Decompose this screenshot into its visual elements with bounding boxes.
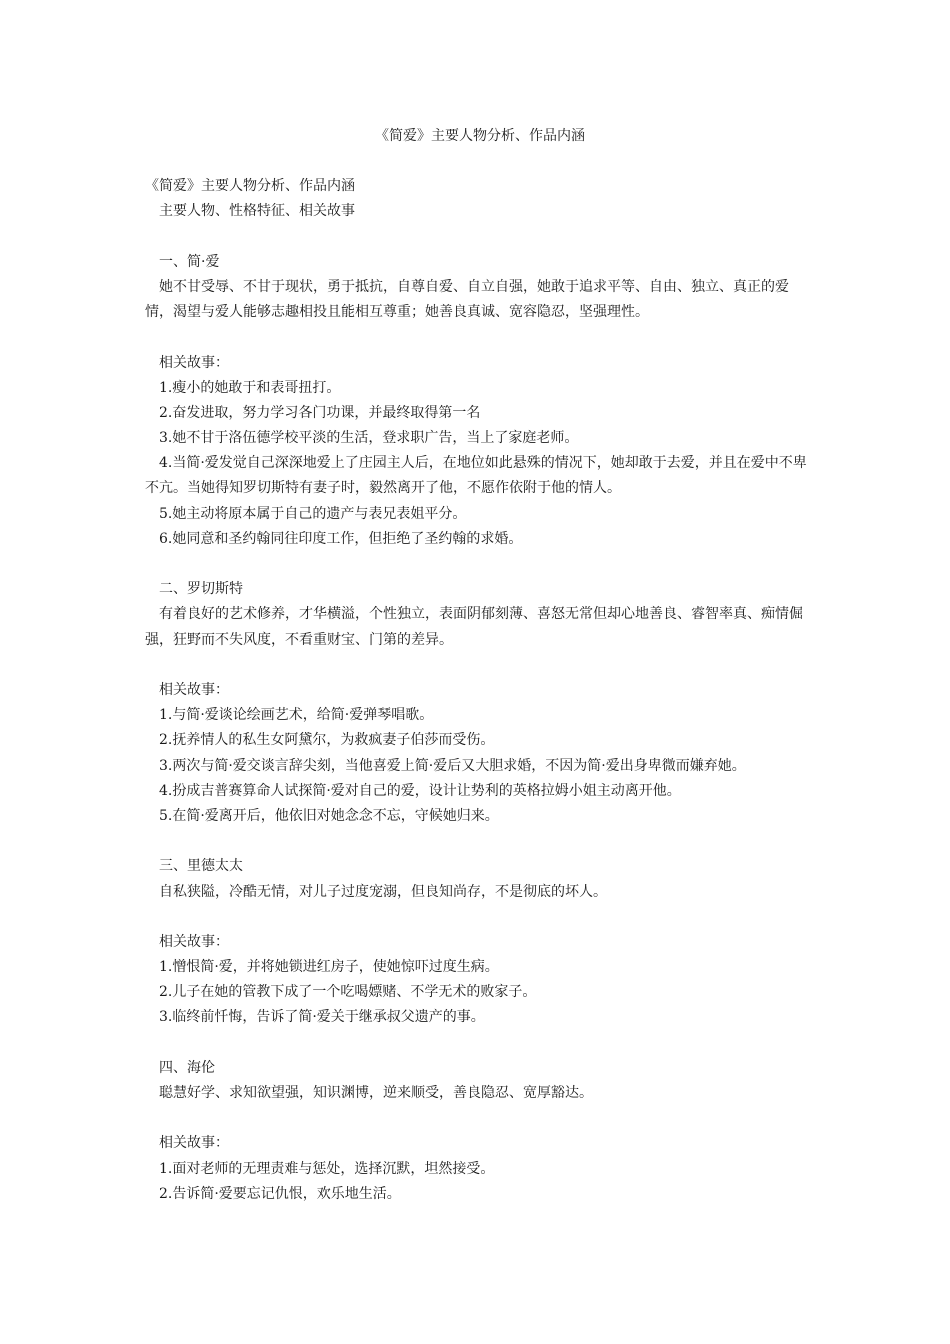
spacer: [145, 325, 815, 350]
section-heading: 四、海伦: [159, 1059, 215, 1076]
section-rochester: [145, 577, 815, 854]
story-item: 2.告诉简·爱要忘记仇恨，欢乐地生活。: [159, 1185, 401, 1202]
related-stories-label: 相关故事：: [159, 933, 229, 950]
story-item: 2.儿子在她的管教下成了一个吃喝嫖赌、不学无术的败家子。: [159, 984, 537, 1001]
related-stories-label: 相关故事：: [159, 354, 229, 371]
document-title: 《简爱》主要人物分析、作品内涵: [375, 128, 585, 144]
section-mrs-reed: [145, 854, 815, 1056]
document-subtitle: 《简爱》主要人物分析、作品内涵: [145, 178, 355, 195]
story-item: 1.与简·爱谈论绘画艺术，给简·爱弹琴唱歌。: [159, 707, 434, 724]
section-description: 有着良好的艺术修养，才华横溢，个性独立，表面阴郁刻薄、喜怒无常但却心地善良、睿智率真、痴情倔强，狂野而不失风度，不看重财宝、门第的差异。: [145, 606, 803, 648]
story-item: 3.她不甘于洛伍德学校平淡的生活，登求职广告，当上了家庭老师。: [159, 430, 579, 447]
spacer: [145, 1031, 815, 1056]
spacer: [145, 1106, 815, 1131]
spacer: [145, 653, 815, 678]
spacer: [145, 829, 815, 854]
document-intro: 主要人物、性格特征、相关故事: [159, 203, 355, 220]
story-item: 2.奋发进取，努力学习各门功课，并最终取得第一名: [159, 404, 481, 421]
story-item: 5.她主动将原本属于自己的遗产与表兄表姐平分。: [159, 505, 467, 522]
document-page: [145, 124, 815, 1207]
section-description: 自私狭隘，冷酷无情，对儿子过度宠溺，但良知尚存，不是彻底的坏人。: [159, 883, 607, 900]
related-stories-label: 相关故事：: [159, 1135, 229, 1152]
story-item: 4.当简·爱发觉自己深深地爱上了庄园主人后，在地位如此悬殊的情况下，她却敢于去爱，并且在爱中不卑不亢。当她得知罗切斯特有妻子时，毅然离开了他，不愿作依附于他的情人。: [145, 455, 807, 497]
story-item: 5.在简·爱离开后，他依旧对她念念不忘，守候她归来。: [159, 807, 499, 824]
section-jane-eyre: [145, 250, 815, 578]
story-item: 6.她同意和圣约翰同往印度工作，但拒绝了圣约翰的求婚。: [159, 530, 523, 547]
section-heading: 三、里德太太: [159, 858, 243, 875]
story-item: 1.瘦小的她敢于和表哥扭打。: [159, 379, 341, 396]
story-item: 4.扮成吉普赛算命人试探简·爱对自己的爱，设计让势利的英格拉姆小姐主动离开他。: [159, 782, 681, 799]
spacer: [145, 552, 815, 577]
spacer: [145, 905, 815, 930]
spacer: [145, 225, 815, 250]
related-stories-label: 相关故事：: [159, 682, 229, 699]
story-item: 3.两次与简·爱交谈言辞尖刻，当他喜爱上简·爱后又大胆求婚，不因为简·爱出身卑微而嫌弃她。: [159, 757, 746, 774]
story-item: 1.面对老师的无理责难与惩处，选择沉默，坦然接受。: [159, 1160, 495, 1177]
section-description: 她不甘受辱、不甘于现状，勇于抵抗，自尊自爱、自立自强，她敢于追求平等、自由、独立、真正的爱情，渴望与爱人能够志趣相投且能相互尊重；她善良真诚、宽容隐忍，坚强理性。: [145, 278, 789, 321]
story-item: 1.憎恨简·爱，并将她锁进红房子，使她惊吓过度生病。: [159, 959, 499, 976]
story-item: 3.临终前忏悔，告诉了简·爱关于继承叔父遗产的事。: [159, 1009, 485, 1026]
story-item: 2.抚养情人的私生女阿黛尔，为救疯妻子伯莎而受伤。: [159, 732, 495, 749]
section-description: 聪慧好学、求知欲望强，知识渊博，逆来顺受，善良隐忍、宽厚豁达。: [159, 1085, 593, 1102]
section-heading: 二、罗切斯特: [159, 581, 243, 598]
section-heading: 一、简·爱: [159, 253, 220, 270]
section-helen: [145, 1056, 815, 1207]
